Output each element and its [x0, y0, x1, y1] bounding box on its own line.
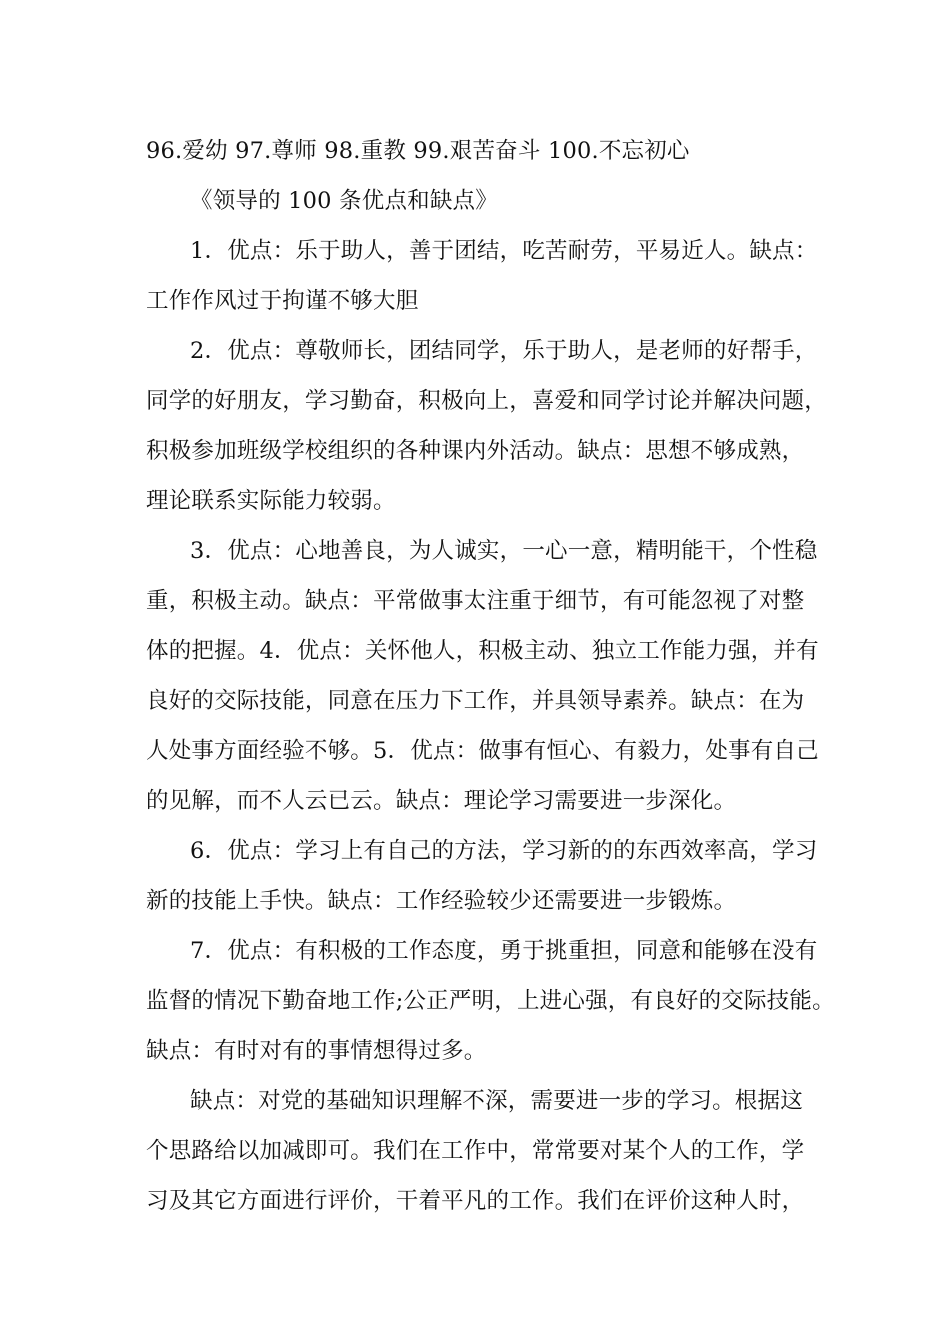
text-line: 6．优点：学习上有自己的方法，学习新的的东西效率高，学习 — [190, 838, 818, 864]
text-line: 监督的情况下勤奋地工作;公正严明，上进心强，有良好的交际技能。 — [146, 988, 835, 1014]
text-line: 同学的好朋友，学习勤奋，积极向上，喜爱和同学讨论并解决问题， — [146, 388, 828, 414]
text-line: 重，积极主动。缺点：平常做事太注重于细节，有可能忽视了对整 — [146, 588, 805, 614]
text-line: 1．优点：乐于助人，善于团结，吃苦耐劳，平易近人。缺点： — [190, 238, 818, 264]
text-line: 工作作风过于拘谨不够大胆 — [146, 288, 419, 314]
document-heading: 《领导的 100 条优点和缺点》 — [190, 188, 498, 214]
text-line: 理论联系实际能力较弱。 — [146, 488, 396, 514]
text-line: 的见解，而不人云已云。缺点：理论学习需要进一步深化。 — [146, 788, 737, 814]
text-line: 缺点：对党的基础知识理解不深，需要进一步的学习。根据这 — [190, 1088, 803, 1114]
text-line: 个思路给以加减即可。我们在工作中，常常要对某个人的工作，学 — [146, 1138, 805, 1164]
text-line: 96.爱幼 97.尊师 98.重教 99.艰苦奋斗 100.不忘初心 — [146, 138, 690, 164]
text-line: 7．优点：有积极的工作态度，勇于挑重担，同意和能够在没有 — [190, 938, 818, 964]
text-line: 3．优点：心地善良，为人诚实，一心一意，精明能干，个性稳 — [190, 538, 818, 564]
text-line: 习及其它方面进行评价，干着平凡的工作。我们在评价这种人时， — [146, 1188, 805, 1214]
text-line: 2．优点：尊敬师长，团结同学，乐于助人，是老师的好帮手， — [190, 338, 818, 364]
text-line: 人处事方面经验不够。5．优点：做事有恒心、有毅力，处事有自己 — [146, 738, 819, 764]
text-line: 体的把握。4．优点：关怀他人，积极主动、独立工作能力强，并有 — [146, 638, 819, 664]
text-line: 良好的交际技能，同意在压力下工作，并具领导素养。缺点：在为 — [146, 688, 805, 714]
text-line: 新的技能上手快。缺点：工作经验较少还需要进一步锻炼。 — [146, 888, 737, 914]
text-line: 缺点：有时对有的事情想得过多。 — [146, 1038, 487, 1064]
text-line: 积极参加班级学校组织的各种课内外活动。缺点：思想不够成熟， — [146, 438, 805, 464]
